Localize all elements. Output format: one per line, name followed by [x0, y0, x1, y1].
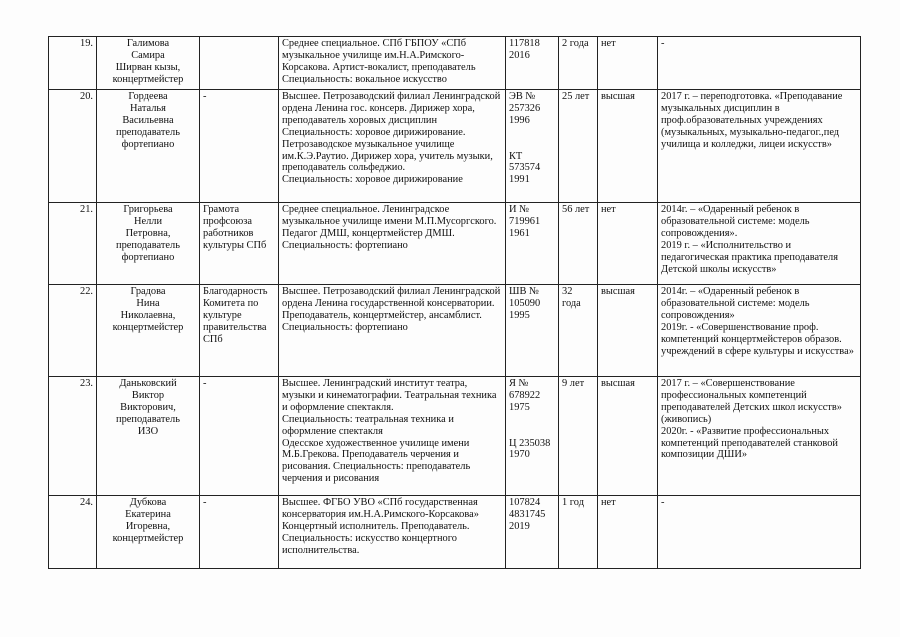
- name-position-cell: Градова Нина Николаевна, концертмейстер: [97, 285, 200, 377]
- diploma-cell: ЭВ № 257326 1996 КТ 573574 1991: [506, 90, 559, 203]
- awards-cell: [200, 37, 279, 90]
- training-cell: 2017 г. – переподготовка. «Преподавание музыкальных дисциплин в проф.образовательных учреждениях (музыкальных, музыкально-педагог.,пед училища и колледжи, лицеи искусств»: [658, 90, 861, 203]
- education-cell: Высшее. Петрозаводский филиал Ленинградской ордена Ленина гос. консерв. Дирижер хора, преподаватель хоровых дисциплин Специальность: хоровое дирижирование. Петрозаводское музыкальное училище им.К.Э.Раутио. Дирижер хора, учитель музыки, преподаватель сольфеджио. Специальность: хоровое дирижирование: [279, 90, 506, 203]
- education-cell: Высшее. Петрозаводский филиал Ленинградской ордена Ленина государственной консерватории. Преподаватель, концертмейстер, ансамблист. Специальность: фортепиано: [279, 285, 506, 377]
- diploma-cell: И № 719961 1961: [506, 203, 559, 285]
- row-number: 22.: [49, 285, 97, 377]
- row-number: 21.: [49, 203, 97, 285]
- diploma-cell: ШВ № 105090 1995: [506, 285, 559, 377]
- experience-cell: 2 года: [559, 37, 598, 90]
- training-cell: 2017 г. – «Совершенствование профессиональных компетенций преподавателей Детских школ искусств» (живопись) 2020г. - «Развитие профессиональных компетенций преподавателей станковой композиции ДШИ»: [658, 377, 861, 496]
- name-position-cell: Гордеева Наталья Васильевна преподаватель фортепиано: [97, 90, 200, 203]
- training-cell: 2014г. – «Одаренный ребенок в образовательной системе: модель сопровождения». 2019 г. – «Исполнительство и педагогическая практика преподавателя Детской школы искусств»: [658, 203, 861, 285]
- awards-cell: Грамота профсоюза работников культуры СПб: [200, 203, 279, 285]
- name-position-cell: Даньковский Виктор Викторович, преподаватель ИЗО: [97, 377, 200, 496]
- awards-cell: Благодарность Комитета по культуре правительства СПб: [200, 285, 279, 377]
- category-cell: нет: [598, 37, 658, 90]
- table-row: [49, 377, 861, 496]
- category-cell: высшая: [598, 285, 658, 377]
- experience-cell: 1 год: [559, 496, 598, 569]
- education-cell: Высшее. ФГБО УВО «СПб государственная консерватория им.Н.А.Римского-Корсакова» Концертный исполнитель. Преподаватель. Специальность: искусство концертного исполнительства.: [279, 496, 506, 569]
- experience-cell: 25 лет: [559, 90, 598, 203]
- experience-cell: 9 лет: [559, 377, 598, 496]
- name-position-cell: Галимова Самира Ширван кызы, концертмейстер: [97, 37, 200, 90]
- table-row: [49, 285, 861, 377]
- education-cell: Среднее специальное. СПб ГБПОУ «СПб музыкальное училище им.Н.А.Римского-Корсакова. Артист-вокалист, преподаватель Специальность: вокальное искусство: [279, 37, 506, 90]
- row-number: 24.: [49, 496, 97, 569]
- awards-cell: -: [200, 496, 279, 569]
- awards-cell: -: [200, 90, 279, 203]
- category-cell: нет: [598, 496, 658, 569]
- training-cell: -: [658, 37, 861, 90]
- category-cell: нет: [598, 203, 658, 285]
- category-cell: высшая: [598, 377, 658, 496]
- table-row: [49, 90, 861, 203]
- experience-cell: 32 года: [559, 285, 598, 377]
- row-number: 19.: [49, 37, 97, 90]
- table-row: [49, 37, 861, 90]
- row-number: 20.: [49, 90, 97, 203]
- category-cell: высшая: [598, 90, 658, 203]
- diploma-cell: Я № 678922 1975 Ц 235038 1970: [506, 377, 559, 496]
- table-row: [49, 496, 861, 569]
- training-cell: 2014г. – «Одаренный ребенок в образовательной системе: модель сопровождения» 2019г. - «Совершенствование проф. компетенций концертмейстеров образов. учреждений в сфере культуры и искусства»: [658, 285, 861, 377]
- awards-cell: -: [200, 377, 279, 496]
- name-position-cell: Григорьева Нелли Петровна, преподаватель фортепиано: [97, 203, 200, 285]
- diploma-cell: 107824 4831745 2019: [506, 496, 559, 569]
- table-row: [49, 203, 861, 285]
- diploma-cell: 117818 2016: [506, 37, 559, 90]
- experience-cell: 56 лет: [559, 203, 598, 285]
- row-number: 23.: [49, 377, 97, 496]
- training-cell: -: [658, 496, 861, 569]
- education-cell: Высшее. Ленинградский институт театра, музыки и кинематографии. Театральная техника и оформление спектакля. Специальность: театральная техника и оформление спектакля Одесское художественное училище имени М.Б.Грекова. Преподаватель черчения и рисования. Специальность: преподаватель черчения и рисования: [279, 377, 506, 496]
- name-position-cell: Дубкова Екатерина Игоревна, концертмейстер: [97, 496, 200, 569]
- education-cell: Среднее специальное. Ленинградское музыкальное училище имени М.П.Мусоргского. Педагог ДМШ, концертмейстер ДМШ. Специальность: фортепиано: [279, 203, 506, 285]
- staff-table: [48, 36, 861, 569]
